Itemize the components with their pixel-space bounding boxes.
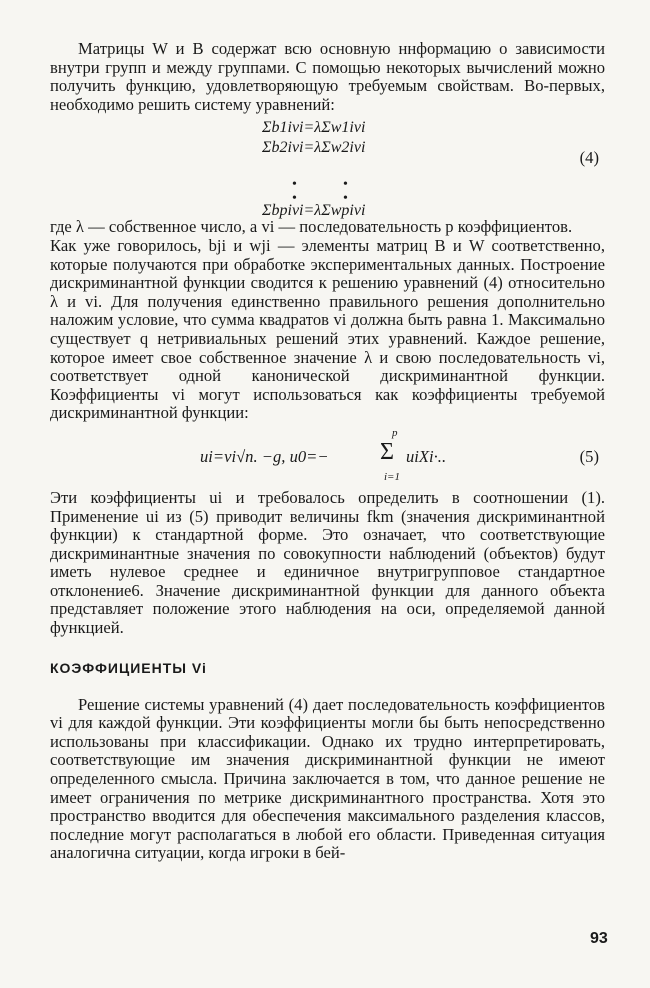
section-heading: КОЭФФИЦИЕНТЫ Vi xyxy=(50,659,207,676)
paragraph-3: Как уже говорилось, bji и wji — элементы матриц B и W соответственно, которые получаются при обработке экспериментальных данных. Построение дискриминантной функции сводится к решению уравнений (4) относительно λ и vi. Для получения единственно правильного решения дополнительно наложим условие, что сумма квадратов vi должна быть равна 1. Максимально существует q нетривиальных решений этих уравнений. Каждое решение, которое имеет свое собственное значение λ и свою последовательность vi, соответствует одной канонической дискриминантной функции. Коэффициенты vi могут использоваться как коэффициенты требуемой дискриминантной функции: xyxy=(50,235,605,423)
equation-4-lines xyxy=(262,118,365,158)
equation-5-rest: uiXi·.. xyxy=(406,446,447,466)
page-content xyxy=(50,40,605,863)
equation-5-main: ui=vi√n. −g, u0=− xyxy=(200,446,329,466)
equation-5-sum-sup: p xyxy=(392,426,398,439)
dot: • xyxy=(343,191,348,207)
page-number: 93 xyxy=(590,930,608,947)
paragraph-5: Решение системы уравнений (4) дает последовательность коэффициентов vi для каждой функции. Эти коэффициенты могли бы быть непосредственно использованы при классификации. Однако их трудно интерпретировать, соответствующие им значения дискриминантной функции не имеют определенного смысла. Причина заключается в том, что данное решение не имеет ограничения по метрике дискриминантного пространства. Хотя это пространство вводится для обеспечения максимального разделения классов, последние могут располагаться в любой его области. Приведенная ситуация аналогична ситуации, когда игроки в бей- xyxy=(50,694,605,863)
paragraph-4: Эти коэффициенты ui и требовалось определить в соотношении (1). Применение ui из (5) приводит величины fkm (значения дискриминантной функции) к стандартной форме. Это означает, что соответствующие дискриминантные значения по совокупности наблюдений (объектов) будут иметь нулевое среднее и единичное внутригрупповое стандартное отклонение6. Значение дискриминантной функции для данного объекта представляет положение этого наблюдения на оси, определяемой данной функцией. xyxy=(50,487,605,638)
dot: • xyxy=(292,177,297,193)
equation-4-number: (4) xyxy=(579,148,599,168)
paragraph-2: где λ — собственное число, а vi — последовательность p коэффициентов. xyxy=(50,217,573,237)
equation-4 xyxy=(50,118,605,220)
equation-5-number: (5) xyxy=(579,446,599,466)
dot: • xyxy=(292,191,297,207)
equation-4-line-2: Σb2ivi=λΣw2ivi xyxy=(262,139,366,157)
equation-5-sum-sub: i=1 xyxy=(384,470,400,483)
equation-4-line-last: Σbpivi=λΣwpivi xyxy=(262,202,366,220)
equation-5 xyxy=(50,427,605,487)
paragraph-1: Матрицы W и B содержат всю основную ннформацию о зависимости внутри групп и между группами. С помощью некоторых вычислений можно получить функцию, удовлетворяющую требуемым свойствам. Во-первых, необходимо решить систему уравнений: xyxy=(50,39,605,114)
equation-5-sum-symbol: Σ xyxy=(380,438,394,465)
equation-4-line-1: Σb1ivi=λΣw1ivi xyxy=(262,119,366,137)
dot: • xyxy=(343,177,348,193)
